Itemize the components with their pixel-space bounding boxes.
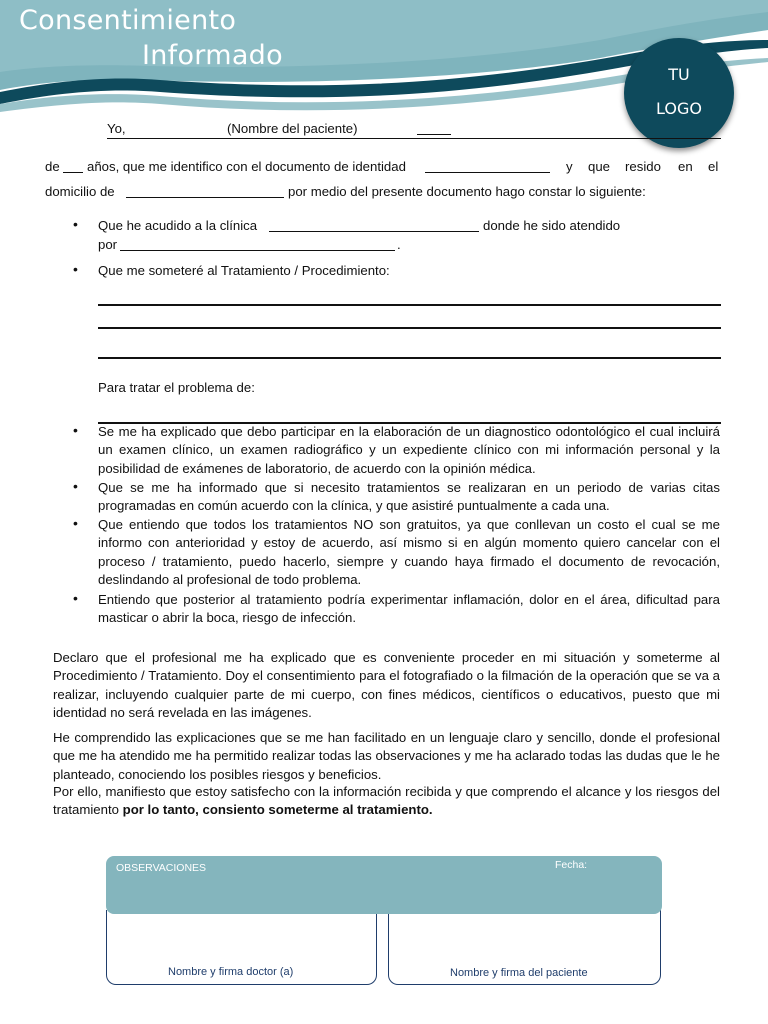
age-blank[interactable] xyxy=(63,160,83,173)
patient-signature-label: Nombre y firma del paciente xyxy=(450,967,588,979)
doctor-signature-label: Nombre y firma doctor (a) xyxy=(168,966,294,978)
bullet-costs: Que entiendo que todos los tratamientos NO son gratuitos, ya que conllevan un costo el cual se me informo con anterioridad y estoy de acuerdo, así mismo si en algún momento quiero cancelar con el proceso / tratamiento, puedo hacerlo, siempre y cuando haya firmado el documento de revocación, deslindando al profesional de todo problema. xyxy=(98,517,720,587)
bullet-dot-icon: • xyxy=(73,216,78,232)
word-en: en xyxy=(678,159,693,174)
bullet-diagnosis: Se me ha explicado que debo participar en la elaboración de un diagnostico odontológico el cual incluirá un examen clínico, un examen radiográfico y un expediente clínico con mi información personal y la posibilidad de exámenes de laboratorio, de acuerdo con la opinión médica. xyxy=(98,424,720,476)
title-line-1: Consentimiento xyxy=(19,5,237,36)
clinic-name-blank[interactable] xyxy=(269,219,479,232)
problem-label: Para tratar el problema de: xyxy=(98,380,255,395)
declaration-paragraph-2: He comprendido las explicaciones que se me han facilitado en un lenguaje claro y sencillo, donde el profesional que me ha atendido me ha permitido realizar todas las observaciones y me ha aclarado todas las dudas que le he planteado, conociendo los posibles riesgos y beneficios. xyxy=(53,730,720,782)
word-y: y xyxy=(566,159,573,174)
declaration-p3-text: Por ello, manifiesto que estoy satisfecho con la información recibida y que comprendo el alcance y los riesgos del tratamiento xyxy=(53,784,720,818)
declaration-paragraph-3 xyxy=(53,783,720,820)
bullet-dot-icon: • xyxy=(73,478,78,494)
word-que: que xyxy=(588,159,611,174)
bullet-dot-icon: • xyxy=(73,515,78,531)
word-resido: resido xyxy=(625,159,661,174)
id-statement: años, que me identifico con el documento de identidad xyxy=(87,159,406,174)
word-el: el xyxy=(708,159,719,174)
age-prefix: de xyxy=(45,159,60,174)
name-short-blank xyxy=(417,134,451,135)
treatment-line-2[interactable] xyxy=(98,327,721,329)
logo-text-line-1: TU xyxy=(668,65,690,84)
by-label: por xyxy=(98,237,118,252)
declaration-paragraph-1: Declaro que el profesional me ha explicado que es conveniente proceder en mi situación y someterme al Procedimiento / Tratamiento. Doy el consentimiento para el fotografiado o la filmación de la operación que se va a realizar, incluyendo cualquier parte de mi cuerpo, con fines médicos, científicos o educativos, puesto que mi identidad no será revelada en las imágenes. xyxy=(53,650,720,720)
bullet-side-effects: Entiendo que posterior al tratamiento podría experimentar inflamación, dolor en el área, dificultad para masticar o abrir la boca, riesgo de infección. xyxy=(98,592,720,626)
declaration-intro: por medio del presente documento hago constar lo siguiente: xyxy=(288,184,646,199)
logo-placeholder xyxy=(624,38,734,148)
attended-by-blank[interactable] xyxy=(120,238,395,251)
bullet-dot-icon: • xyxy=(73,590,78,606)
treatment-line-3[interactable] xyxy=(98,357,721,359)
date-label: Fecha: xyxy=(555,859,588,871)
domicile-blank[interactable] xyxy=(126,185,284,198)
domicile-label: domicilio de xyxy=(45,184,115,199)
bullet-dot-icon: • xyxy=(73,422,78,438)
observations-label: OBSERVACIONES xyxy=(116,862,207,874)
name-underline xyxy=(107,138,721,139)
bullet-dot-icon: • xyxy=(73,261,78,277)
period: . xyxy=(397,237,401,252)
title-line-2: Informado xyxy=(142,40,283,71)
logo-text-line-2: LOGO xyxy=(656,99,702,118)
yo-label: Yo, xyxy=(107,121,126,136)
treatment-statement: Que me someteré al Tratamiento / Procedimiento: xyxy=(98,263,390,278)
clinic-statement: Que he acudido a la clínica xyxy=(98,218,258,233)
attended-statement: donde he sido atendido xyxy=(483,218,621,233)
patient-name-field[interactable]: (Nombre del paciente) xyxy=(227,121,358,136)
bullet-appointments: Que se me ha informado que si necesito tratamientos se realizaran en un periodo de varias citas programadas en común acuerdo con la clínica, y que asistiré puntualmente a cada una. xyxy=(98,480,720,514)
treatment-line-1[interactable] xyxy=(98,304,721,306)
consent-bold-text: por lo tanto, consiento someterme al tratamiento. xyxy=(122,802,433,818)
id-number-blank[interactable] xyxy=(425,160,550,173)
